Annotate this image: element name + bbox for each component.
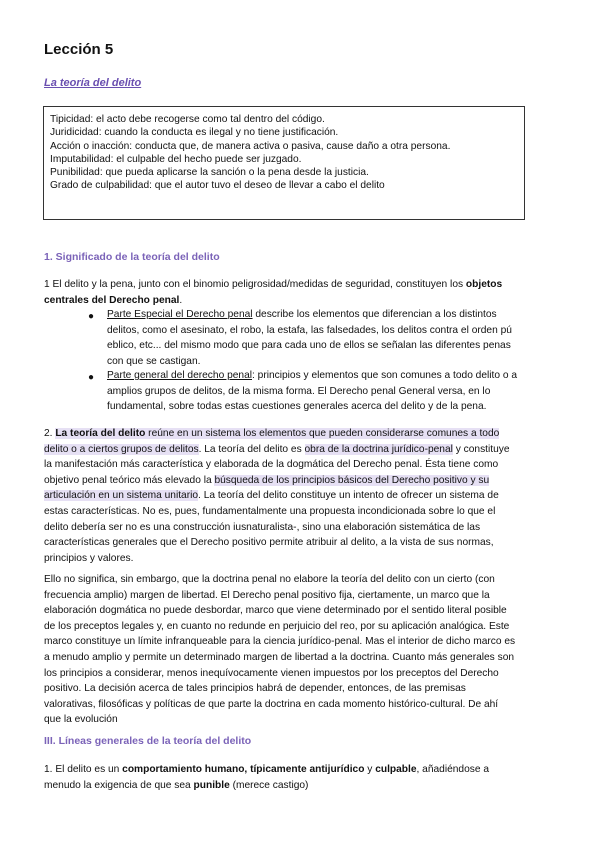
bullet-2-link[interactable]: Parte general del derecho penal [107, 370, 252, 381]
definitions-box [43, 106, 525, 220]
section-heading-1: 1. Significado de la teoría del delito [44, 251, 220, 263]
p3-line: valorativas, filosóficas y políticas de que parte la doctrina en cada momento histórico-cultural. De ahí [44, 698, 499, 710]
lesson-title: Lección 5 [44, 41, 114, 58]
p2-num: 2. [44, 428, 56, 439]
p2-line: características generales que el Derecho positivo permite atribuir al delito, a la vista de sus normas, [44, 537, 494, 549]
box-line: Tipicidad: el acto debe recogerse como tal dentro del código. [50, 114, 325, 125]
paragraph-2 [44, 426, 558, 566]
p1-bold-1: objetos [465, 279, 503, 290]
p2-text: . La teoría del delito es [198, 443, 305, 455]
p2-bold: La teoría del delito [55, 428, 146, 439]
box-line: Imputabilidad: el culpable del hecho puede ser juzgado. [50, 153, 302, 165]
p4-text: y [364, 764, 376, 775]
bullet-2-line: amplios grupos de delitos, de la misma forma. El Derecho penal General versa, en lo [107, 385, 491, 397]
bullet-2-line: fundamental, sobre todas estas cuestiones generales acerca del delito y de la pena. [107, 401, 487, 413]
bullet-1-line: eblico, etc... del mismo modo que para cada uno de ellos se señalan las diferentes penas [107, 340, 511, 352]
p2-text: y constituye [452, 443, 510, 455]
paragraph-1 [44, 277, 558, 308]
lesson-subtitle[interactable]: La teoría del delito [44, 77, 142, 89]
bullet-icon: ● [88, 311, 95, 322]
p2-highlight: articulación en un sistema unitario [44, 490, 199, 502]
p3-line: de los preceptos legales y, en cuanto no redunde en perjuicio del reo, por su aplicación analógica. Este [44, 620, 510, 632]
p2-highlight: obra de la doctrina jurídico-penal [304, 443, 453, 455]
p3-line: los principios a considerar, menos inequívocamente vienen impuestos por los preceptos del Derecho [44, 667, 499, 679]
p3-line: elaboración dogmática no puede desbordar, marco que viene determinado por el sentido literal posible [44, 605, 507, 617]
p4-text: , añadiéndose a [416, 764, 490, 775]
p3-line: a menudo amplio y permite un determinado margen de libertad a la doctrina. Cuanto más generales son [44, 651, 515, 663]
p4-bold: punible [193, 779, 230, 791]
p2-text: objetivo penal teórico más elevado la [44, 474, 215, 486]
p1-text: 1 El delito y la pena, junto con el binomio peligrosidad/medidas de seguridad, constituyen los [44, 279, 466, 290]
bullet-1-line: delitos, como el asesinato, el robo, la estafa, las falsedades, los delitos contra el orden pú [107, 324, 512, 336]
bullet-1-line: con que se castigan. [107, 355, 201, 367]
bullet-1-text: describe los elementos que diferencian a los distintos [252, 309, 497, 320]
p2-line: principios y valores. [44, 552, 134, 564]
p1-end: . [179, 294, 183, 306]
p2-text: . La teoría del delito constituye un intento de ofrecer un sistema de [198, 490, 499, 502]
p4-bold: culpable [375, 764, 417, 775]
bullet-item-2 [107, 368, 558, 415]
p4-bold: comportamiento humano, típicamente antijurídico [122, 764, 365, 775]
box-line: Juridicidad: cuando la conducta es ilegal y no tiene justificación. [50, 127, 339, 139]
p2-highlight: búsqueda de los principios básicos del Derecho positivo y su [214, 474, 490, 486]
p4-text: (merece castigo) [229, 779, 309, 791]
paragraph-4 [44, 762, 558, 793]
paragraph-3 [44, 572, 558, 728]
box-line: Grado de culpabilidad: que el autor tuvo el deseo de llevar a cabo el delito [50, 180, 385, 192]
p4-text: menudo la exigencia de que sea [44, 779, 194, 791]
bullet-2-text: : principios y elementos que son comunes a todo delito o a [252, 370, 518, 381]
p2-line: estas características. No es, pues, fundamentalmente una propuesta incondicionada sobre lo que el [44, 505, 496, 517]
p3-line: que la evolución [44, 714, 118, 726]
bullet-1-link[interactable]: Parte Especial el Derecho penal [107, 309, 253, 320]
box-line: Acción o inacción: conducta que, de manera activa o pasiva, cause daño a otra persona. [50, 140, 451, 152]
p4-text: 1. El delito es un [44, 764, 123, 775]
p1-bold-2: centrales del Derecho penal [44, 294, 180, 306]
p2-highlight: reúne en un sistema los elementos que pueden considerarse comunes a todo [145, 428, 500, 439]
p3-line: frecuencia amplio) margen de libertad. El Derecho penal positivo fija, ciertamente, un marco que la [44, 589, 490, 601]
p2-line: la manifestación más característica y elaborada de la dogmática del Derecho penal. Ésta tiene como [44, 459, 499, 471]
p2-line: delito debería ser no es una construcción iusnaturalista-, sino una elaboración sistemática de las [44, 521, 481, 533]
p3-line: Ello no significa, sin embargo, que la doctrina penal no elabore la teoría del delito con un cierto (con [44, 574, 495, 585]
section-heading-3: III. Líneas generales de la teoría del delito [44, 735, 252, 747]
p3-line: positivo. La decisión acerca de tales principios habrá de depender, entonces, de las premisas [44, 683, 466, 695]
box-line: Punibilidad: que pueda aplicarse la sanción o la pena desde la justicia. [50, 167, 369, 179]
p2-highlight: delito o a ciertos grupos de delitos [44, 443, 199, 455]
bullet-icon: ● [88, 372, 95, 383]
bullet-item-1 [107, 307, 558, 369]
p3-line: marco constituye un límite infranqueable para la ciencia jurídico-penal. Mas el interior de dicho marco es [44, 636, 516, 648]
